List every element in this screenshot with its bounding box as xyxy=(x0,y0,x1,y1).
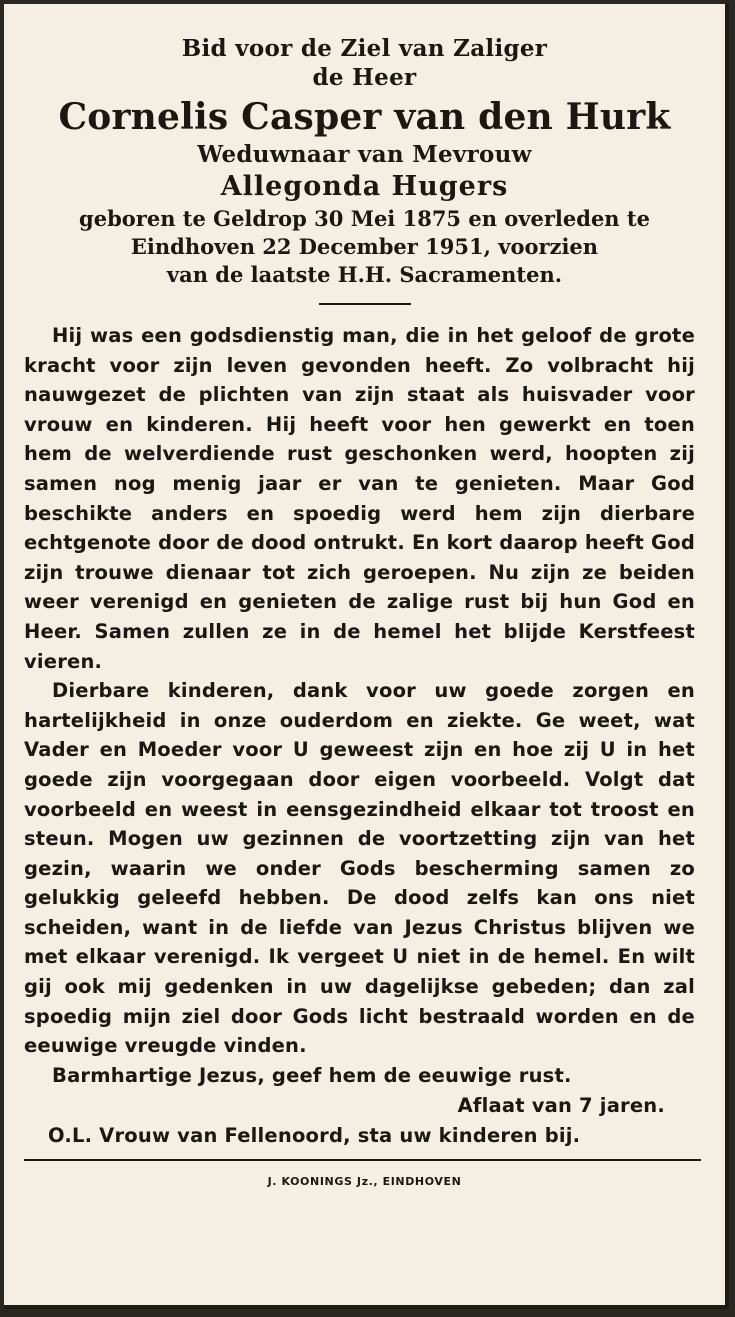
honorific: de Heer xyxy=(312,64,417,91)
card-closing xyxy=(4,1061,725,1151)
invocation: O.L. Vrouw van Fellenoord, sta uw kinderen bij. xyxy=(48,1123,581,1147)
birth-death-details xyxy=(4,205,725,289)
details-line-2: Eindhoven 22 December 1951, voorzien xyxy=(130,234,599,259)
deceased-name: Cornelis Casper van den Hurk xyxy=(58,96,671,138)
details-line-3: van de laatste H.H. Sacramenten. xyxy=(166,262,563,287)
card-body xyxy=(4,321,725,1061)
prayer-heading: Bid voor de Ziel van Zaliger xyxy=(181,35,548,62)
divider-short xyxy=(319,303,411,305)
body-paragraph-2: Dierbare kinderen, dank voor uw goede zorgen en hartelijkheid in onze ouderdom en ziekte. Ge weet, wat Vader en Moeder voor U geweest zijn en hoe zij U in het goede zijn voorgegaan door eigen voorbeeld. Volgt dat voorbeeld en weest in eensgezindheid elkaar tot troost en steun. Mogen uw gezinnen de voortzetting zijn van het gezin, waarin we onder Gods bescherming samen zo gelukkig geleefd hebben. De dood zelfs kan ons niet scheiden, want in de liefde van Jezus Christus blijven we met elkaar verenigd. Ik vergeet U niet in de hemel. En wilt gij ook mij gedenken in uw dagelijkse gebeden; dan zal spoedig mijn ziel door Gods licht bestraald worden en de eeuwige vreugde vinden. xyxy=(24,679,695,1058)
closing-prayer: Barmhartige Jezus, geef hem de eeuwige rust. xyxy=(52,1063,572,1087)
printer-credit: J. KOONINGS Jz., EINDHOVEN xyxy=(267,1174,462,1188)
card-header xyxy=(4,4,725,289)
body-paragraph-1: Hij was een godsdienstig man, die in het geloof de grote kracht voor zijn leven gevonden heeft. Zo volbracht hij nauwgezet de plichten van zijn staat als huisvader voor vrouw en kinderen. Hij heeft voor hen gewerkt en toen hem de welverdiende rust geschonken werd, hoopten zij samen nog menig jaar er van te genieten. Maar God beschikte anders en spoedig werd hem zijn dierbare echtgenote door de dood ontrukt. En kort daarop heeft God zijn trouwe dienaar tot zich geroepen. Nu zijn ze beiden weer verenigd en genieten de zalige rust bij hun God en Heer. Samen zullen ze in de hemel het blijde Kerstfeest vieren. xyxy=(24,324,695,673)
divider-full xyxy=(24,1159,701,1161)
widower-line: Weduwnaar van Mevrouw xyxy=(197,141,532,168)
memorial-card xyxy=(4,4,729,1309)
spouse-name: Allegonda Hugers xyxy=(220,171,509,202)
indulgence-note: Aflaat van 7 jaren. xyxy=(457,1093,665,1117)
details-line-1: geboren te Geldrop 30 Mei 1875 en overleden te xyxy=(79,206,650,231)
